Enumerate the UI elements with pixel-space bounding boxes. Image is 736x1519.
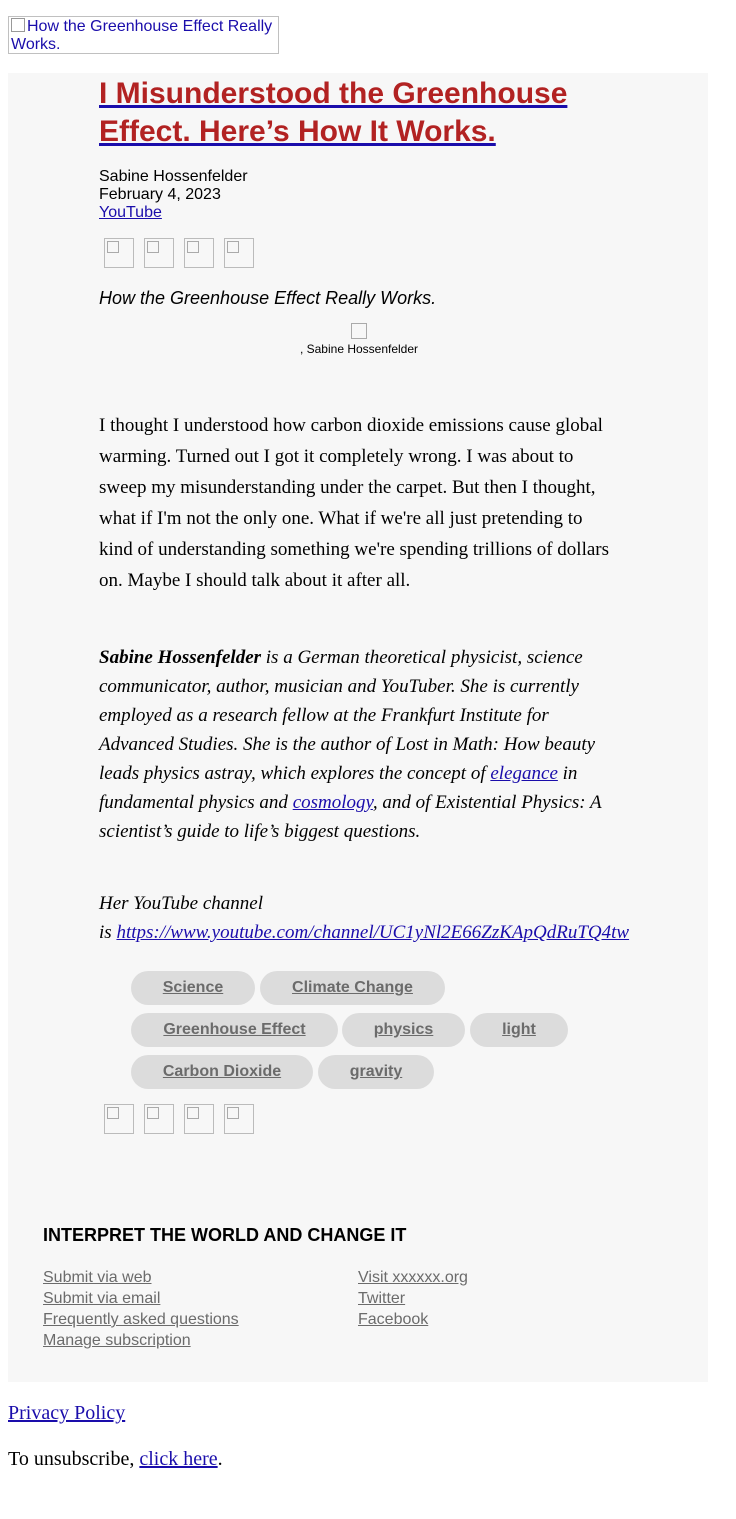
share-button-bottom-2[interactable]	[144, 1104, 174, 1134]
author-bio	[99, 643, 619, 846]
facebook-link[interactable]: Facebook	[358, 1311, 429, 1328]
broken-image-icon	[147, 1107, 159, 1119]
cosmology-link[interactable]: cosmology	[292, 792, 373, 813]
tag-physics[interactable]: physics	[342, 1013, 465, 1047]
manage-subscription-link[interactable]: Manage subscription	[43, 1332, 191, 1349]
broken-image-icon	[107, 241, 119, 253]
unsubscribe-row	[8, 1447, 223, 1471]
submit-email-link[interactable]: Submit via email	[43, 1290, 161, 1307]
article-title-link[interactable]: I Misunderstood the Greenhouse Effect. Here’s How It Works.	[99, 77, 568, 148]
channel-prefix-line1: Her YouTube channel	[99, 893, 263, 914]
article-title	[99, 75, 619, 151]
share-button-bottom-3[interactable]	[184, 1104, 214, 1134]
tag-carbon-dioxide[interactable]: Carbon Dioxide	[131, 1055, 313, 1089]
broken-image-icon	[187, 1107, 199, 1119]
youtube-channel: Her YouTube channel is https://www.youtube.com/channel/UC1yNl2E66ZzKApQdRuTQ4tw	[99, 889, 736, 947]
visit-site-link[interactable]: Visit xxxxxx.org	[358, 1269, 468, 1286]
twitter-link[interactable]: Twitter	[358, 1290, 406, 1307]
header-image[interactable]	[8, 16, 279, 54]
tag-light[interactable]: light	[470, 1013, 568, 1047]
footer-links-right	[358, 1267, 468, 1330]
share-button-bottom-1[interactable]	[104, 1104, 134, 1134]
unsubscribe-suffix: .	[217, 1448, 223, 1470]
privacy-policy-link[interactable]: Privacy Policy	[8, 1402, 126, 1424]
broken-image-icon	[227, 1107, 239, 1119]
author: Sabine Hossenfelder	[99, 168, 248, 185]
bio-text: in fundamental physics and	[99, 763, 578, 813]
date: February 4, 2023	[99, 186, 221, 203]
tag-greenhouse-effect[interactable]: Greenhouse Effect	[131, 1013, 338, 1047]
share-button-3[interactable]	[184, 238, 214, 268]
broken-image-icon	[187, 241, 199, 253]
share-button-2[interactable]	[144, 238, 174, 268]
broken-image-icon	[107, 1107, 119, 1119]
figure-credit: , Sabine Hossenfelder	[299, 342, 419, 356]
figure	[279, 323, 439, 356]
privacy-row	[8, 1401, 125, 1425]
bio-name: Sabine Hossenfelder	[99, 647, 262, 668]
unsubscribe-link[interactable]: click here	[139, 1448, 218, 1470]
article-meta	[99, 168, 248, 222]
broken-image-icon	[11, 18, 25, 32]
channel-link[interactable]: https://www.youtube.com/channel/UC1yNl2E66ZzKApQdRuTQ4tw	[116, 922, 630, 943]
broken-image-icon	[147, 241, 159, 253]
bio-text: is a German theoretical physicist, science communicator, author, musician and YouTuber. She is currently employed as a research fellow at the Frankfurt Institute for Advanced Studies. She is the author of Lost in Math: How beauty leads physics astray, which explores the concept of	[99, 647, 596, 784]
submit-web-link[interactable]: Submit via web	[43, 1269, 152, 1286]
broken-image-icon	[351, 323, 367, 339]
unsubscribe-prefix: To unsubscribe,	[8, 1448, 140, 1470]
article-card	[8, 73, 708, 1382]
article-body: I thought I understood how carbon dioxide emissions cause global warming. Turned out I got it completely wrong. I was about to sweep my misunderstanding under the carpet. But then I thought, what if I'm not the only one. What if we're all just pretending to kind of understanding something we're spending trillions of dollars on. Maybe I should talk about it after all.	[99, 415, 610, 591]
faq-link[interactable]: Frequently asked questions	[43, 1311, 239, 1328]
tag-climate-change[interactable]: Climate Change	[260, 971, 445, 1005]
share-button-bottom-4[interactable]	[224, 1104, 254, 1134]
bio-text: , and of Existential Physics: A scientist’s guide to life’s biggest questions.	[99, 792, 602, 842]
share-button-4[interactable]	[224, 238, 254, 268]
footer-title: INTERPRET THE WORLD AND CHANGE IT	[43, 1225, 407, 1245]
source-link[interactable]: YouTube	[99, 204, 162, 221]
tag-gravity[interactable]: gravity	[318, 1055, 434, 1089]
elegance-link[interactable]: elegance	[490, 763, 558, 784]
broken-image-icon	[227, 241, 239, 253]
tag-science[interactable]: Science	[131, 971, 255, 1005]
video-caption: How the Greenhouse Effect Really Works.	[99, 288, 437, 308]
share-button-1[interactable]	[104, 238, 134, 268]
footer-links-left	[43, 1267, 239, 1351]
header-image-alt: How the Greenhouse Effect Really Works.	[11, 18, 273, 53]
